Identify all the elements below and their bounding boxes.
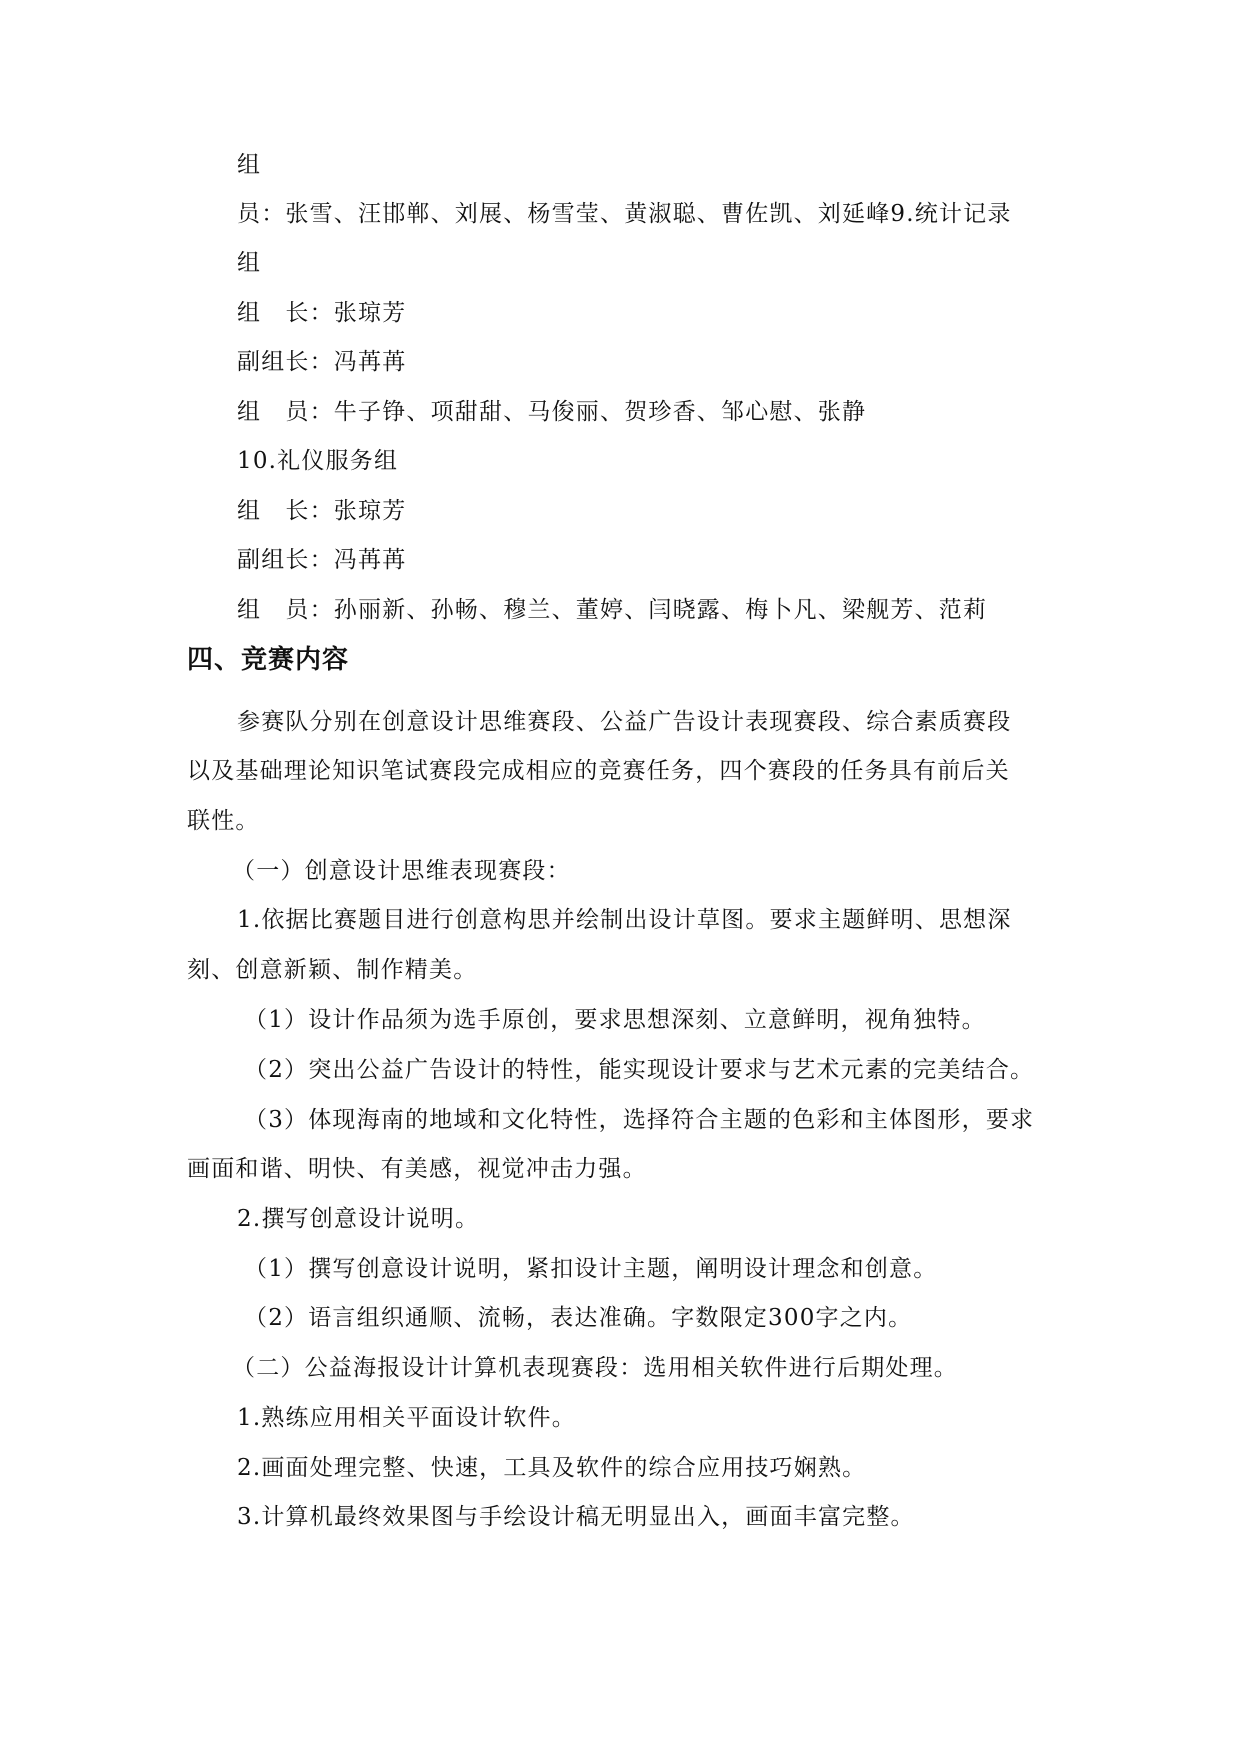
text-line: （2）语言组织通顺、流畅，表达准确。字数限定300字之内。 (244, 1305, 913, 1331)
text-line: 组 长：张琼芳 (237, 300, 407, 326)
text-line: 2.画面处理完整、快速，工具及软件的综合应用技巧娴熟。 (237, 1455, 867, 1481)
text-line: 组 长：张琼芳 (237, 498, 407, 524)
text-line: （二）公益海报设计计算机表现赛段：选用相关软件进行后期处理。 (232, 1355, 958, 1381)
text-line: 员：张雪、汪邯郸、刘展、杨雪莹、黄淑聪、曹佐凯、刘延峰9.统计记录 (237, 201, 1012, 227)
section-heading: 四、竞赛内容 (187, 645, 350, 675)
text-line: 刻、创意新颖、制作精美。 (187, 957, 478, 983)
text-line: 10.礼仪服务组 (237, 448, 399, 474)
text-line: 1.依据比赛题目进行创意构思并绘制出设计草图。要求主题鲜明、思想深 (237, 907, 1012, 933)
text-line: 2.撰写创意设计说明。 (237, 1206, 480, 1232)
text-line: 副组长：冯苒苒 (237, 349, 407, 375)
text-line: （1）撰写创意设计说明，紧扣设计主题，阐明设计理念和创意。 (244, 1256, 938, 1282)
text-line: 画面和谐、明快、有美感，视觉冲击力强。 (187, 1156, 647, 1182)
text-line: 3.计算机最终效果图与手绘设计稿无明显出入，画面丰富完整。 (237, 1504, 915, 1530)
text-line: 1.熟练应用相关平面设计软件。 (237, 1405, 576, 1431)
text-line: 组 (237, 250, 262, 276)
text-line: 副组长：冯苒苒 (237, 547, 407, 573)
text-line: （3）体现海南的地域和文化特性，选择符合主题的色彩和主体图形，要求 (244, 1107, 1035, 1133)
text-line: 组 (237, 152, 262, 178)
text-line: 联性。 (187, 808, 260, 834)
text-line: 组 员：牛子铮、项甜甜、马俊丽、贺珍香、邹心慰、张静 (237, 399, 867, 425)
text-line: 组 员：孙丽新、孙畅、穆兰、董婷、闫晓露、梅卜凡、梁舰芳、范莉 (237, 597, 988, 623)
text-line: 以及基础理论知识笔试赛段完成相应的竞赛任务，四个赛段的任务具有前后关 (187, 758, 1010, 784)
text-line: （一）创意设计思维表现赛段： (232, 858, 571, 884)
text-line: （1）设计作品须为选手原创，要求思想深刻、立意鲜明，视角独特。 (244, 1007, 986, 1033)
text-line: 参赛队分别在创意设计思维赛段、公益广告设计表现赛段、综合素质赛段 (237, 709, 1012, 735)
text-line: （2）突出公益广告设计的特性，能实现设计要求与艺术元素的完美结合。 (244, 1057, 1035, 1083)
